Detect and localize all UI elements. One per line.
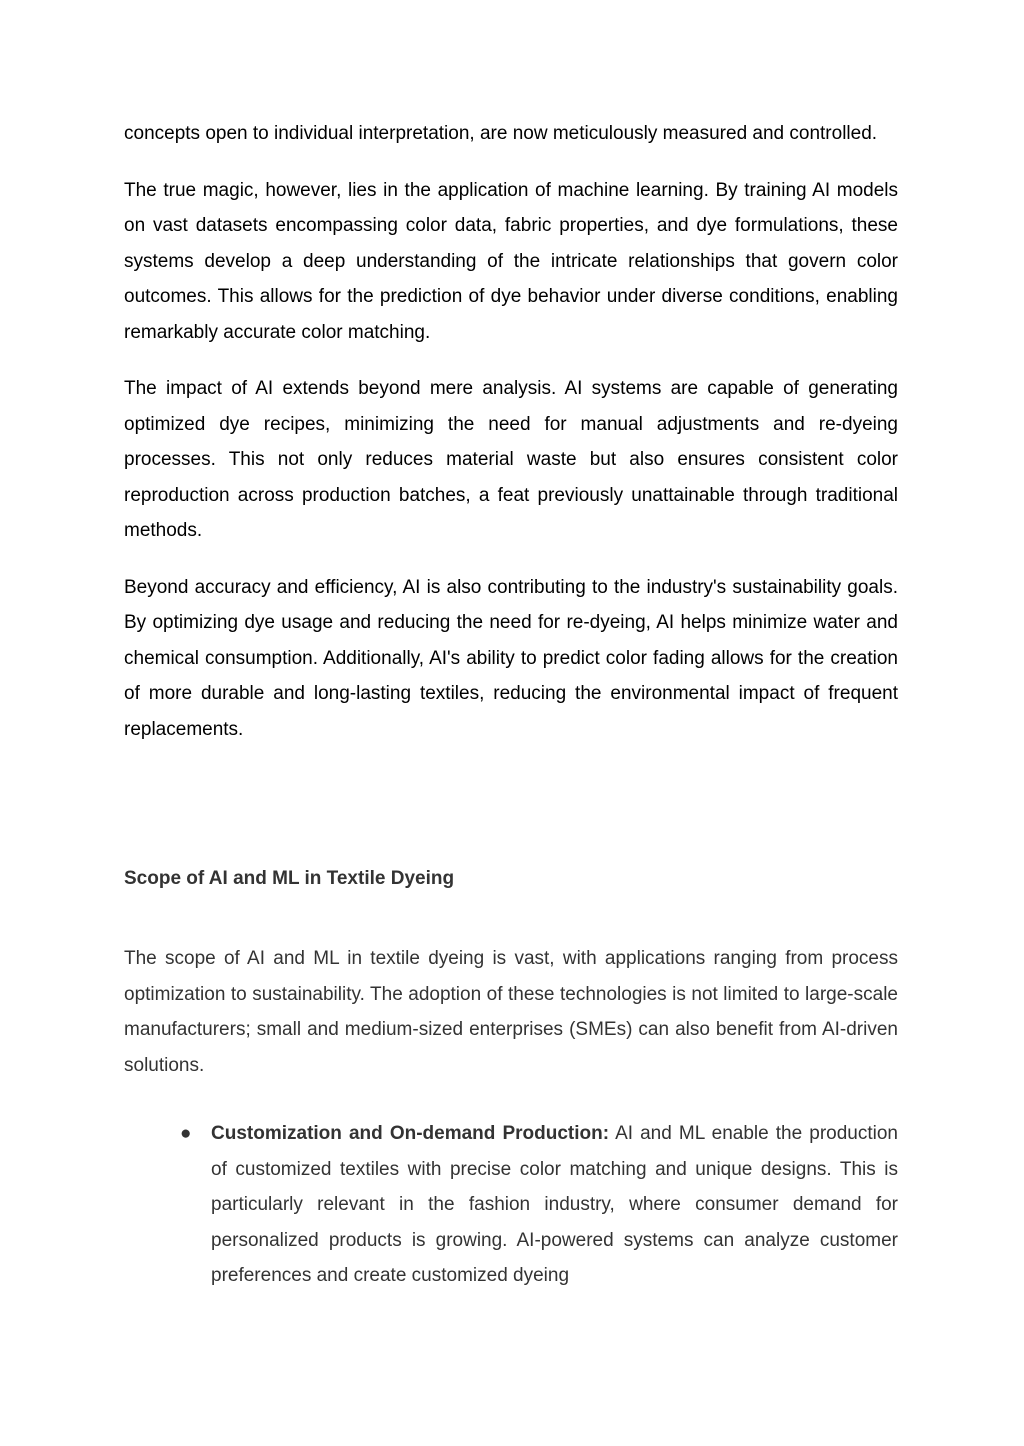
paragraph-2: The true magic, however, lies in the application of machine learning. By training AI models on vast datasets encompassing color data, fabric properties, and dye formulations, these systems develop a deep understanding of the intricate relationships that govern color outcomes. This allows for the prediction of dye behavior under diverse conditions, enabling remarkably accurate color matching. <box>124 179 898 343</box>
section-intro: The scope of AI and ML in textile dyeing is vast, with applications ranging from process optimization to sustainability. The adoption of these technologies is not limited to large-scale manufacturers; small and medium-sized enterprises (SMEs) can also benefit from AI-driven solutions. <box>124 948 898 1076</box>
document-page <box>124 116 898 1286</box>
bullet-icon: ● <box>180 1123 192 1144</box>
paragraph-4: Beyond accuracy and efficiency, AI is also contributing to the industry's sustainability goals. By optimizing dye usage and reducing the need for re-dyeing, AI helps minimize water and chemical consumption. Additionally, AI's ability to predict color fading allows for the creation of more durable and long-lasting textiles, reducing the environmental impact of frequent replacements. <box>124 576 898 740</box>
paragraph-3: The impact of AI extends beyond mere analysis. AI systems are capable of generating optimized dye recipes, minimizing the need for manual adjustments and re-dyeing processes. This not only reduces material waste but also ensures consistent color reproduction across production batches, a feat previously unattainable through traditional methods. <box>124 378 898 541</box>
bullet-list <box>124 1116 898 1294</box>
paragraph-1: concepts open to individual interpretation, are now meticulously measured and controlled. <box>124 123 878 144</box>
bullet-term: Customization and On-demand Production: <box>211 1123 610 1144</box>
bullet-body: AI and ML enable the production of customized textiles with precise color matching and unique designs. This is particularly relevant in the fashion industry, where consumer demand for personalized products is growing. AI-powered systems can analyze customer preferences and create customized dyeing <box>211 1123 898 1286</box>
section-heading: Scope of AI and ML in Textile Dyeing <box>124 868 455 889</box>
bullet-text <box>211 1116 898 1294</box>
list-item <box>124 1116 898 1294</box>
